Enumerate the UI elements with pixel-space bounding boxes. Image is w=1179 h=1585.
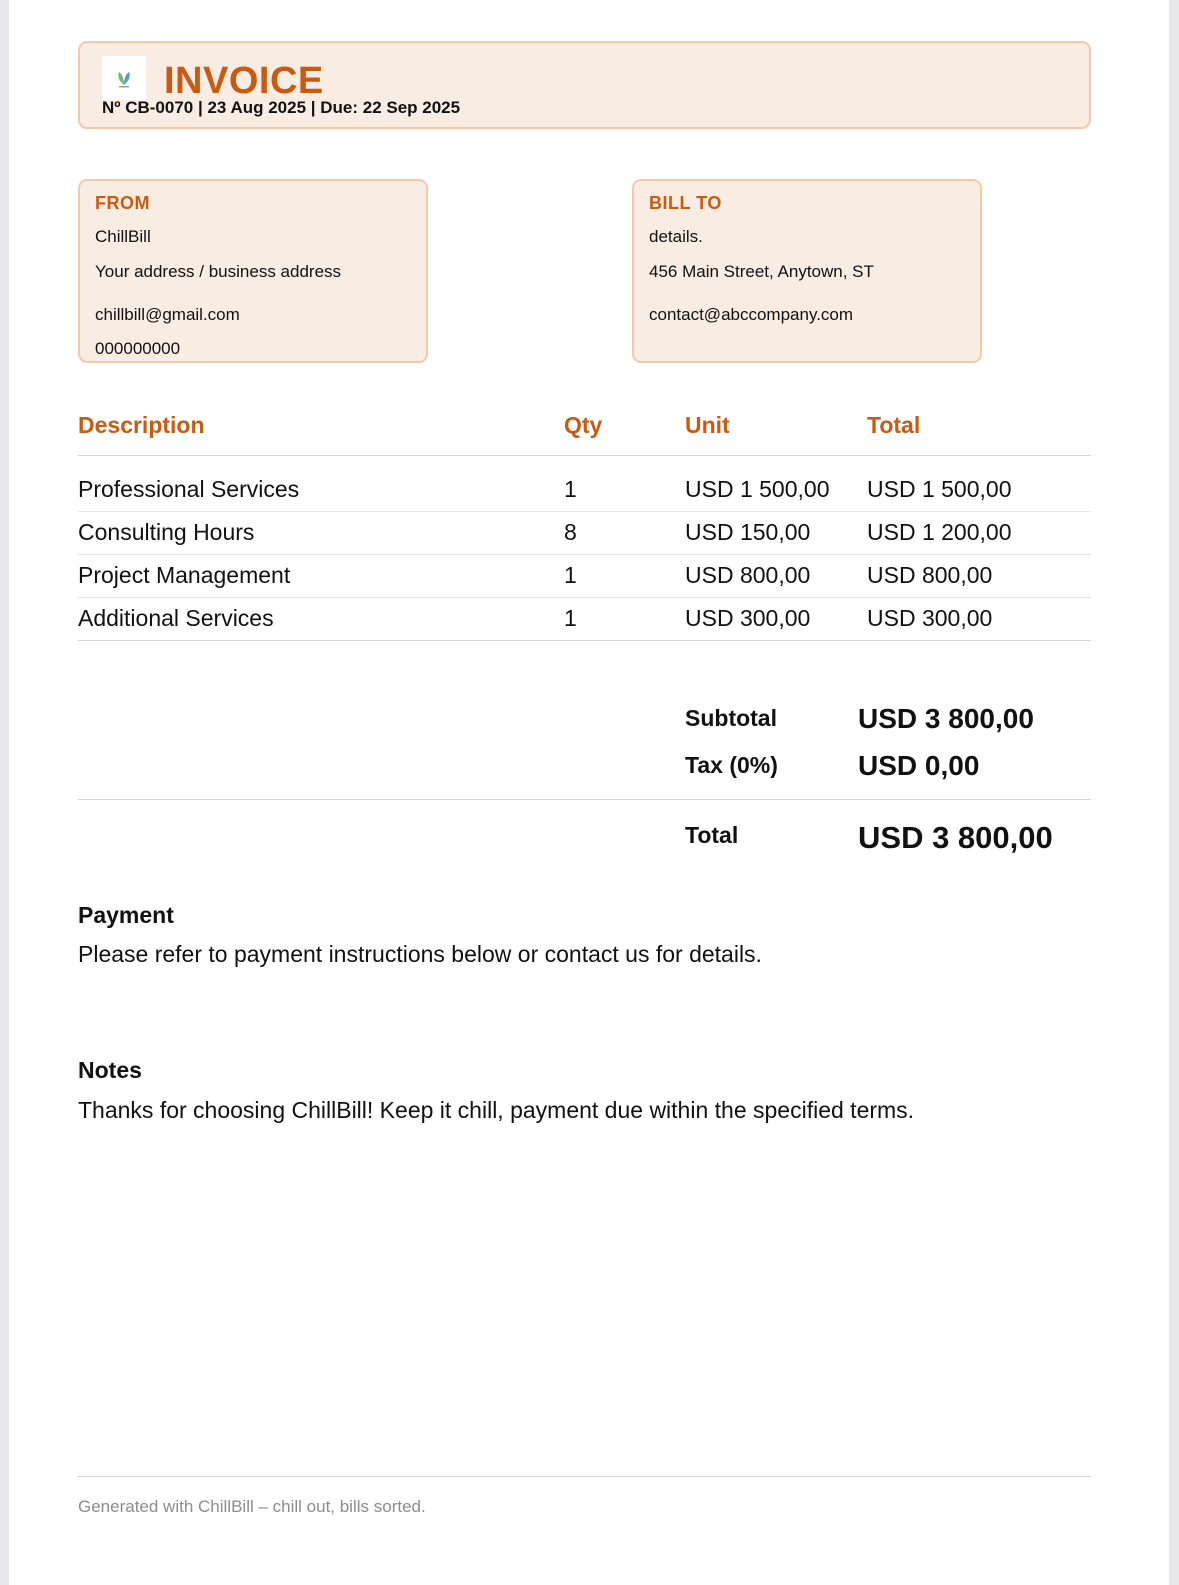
row-unit: USD 1 500,00 xyxy=(685,476,830,502)
summary-divider xyxy=(78,799,1091,800)
from-name: ChillBill xyxy=(95,227,151,246)
invoice-title: INVOICE xyxy=(164,60,324,102)
bill-to-name: details. xyxy=(649,227,703,246)
table-row xyxy=(78,555,1091,598)
row-unit: USD 300,00 xyxy=(685,605,811,631)
header-qty: Qty xyxy=(564,412,603,438)
subtotal-label: Subtotal xyxy=(685,705,777,731)
row-description: Professional Services xyxy=(78,476,300,502)
notes-title: Notes xyxy=(78,1057,142,1083)
from-address: Your address / business address xyxy=(95,262,342,281)
row-unit: USD 800,00 xyxy=(685,562,811,588)
row-qty: 8 xyxy=(564,519,577,545)
bill-to-card xyxy=(632,179,982,363)
from-card xyxy=(78,179,428,363)
row-total: USD 800,00 xyxy=(867,562,993,588)
subtotal-value: USD 3 800,00 xyxy=(858,703,1034,734)
payment-title: Payment xyxy=(78,902,174,928)
from-email: chillbill@gmail.com xyxy=(95,305,240,324)
row-total: USD 300,00 xyxy=(867,605,993,631)
row-total: USD 1 500,00 xyxy=(867,476,1012,502)
tax-label: Tax (0%) xyxy=(685,752,778,778)
tax-value: USD 0,00 xyxy=(858,750,980,781)
row-unit: USD 150,00 xyxy=(685,519,811,545)
chillbill-logo-icon xyxy=(102,56,146,100)
row-total: USD 1 200,00 xyxy=(867,519,1012,545)
row-qty: 1 xyxy=(564,605,577,631)
footer-divider xyxy=(78,1476,1091,1477)
invoice-meta: Nº CB-0070 | 23 Aug 2025 | Due: 22 Sep 2025 xyxy=(102,98,461,117)
header-total: Total xyxy=(867,412,921,438)
row-qty: 1 xyxy=(564,476,577,502)
row-qty: 1 xyxy=(564,562,577,588)
total-value: USD 3 800,00 xyxy=(858,820,1053,855)
notes-text: Thanks for choosing ChillBill! Keep it chill, payment due within the specified terms. xyxy=(78,1097,915,1123)
row-description: Consulting Hours xyxy=(78,519,255,545)
table-row xyxy=(78,598,1091,641)
invoice-header xyxy=(78,41,1091,129)
footer-text: Generated with ChillBill – chill out, bills sorted. xyxy=(78,1497,426,1516)
row-description: Project Management xyxy=(78,562,291,588)
bill-to-address: 456 Main Street, Anytown, ST xyxy=(649,262,874,281)
bill-to-email: contact@abccompany.com xyxy=(649,305,854,324)
table-row xyxy=(78,512,1091,555)
from-phone: 000000000 xyxy=(95,339,181,358)
table-row xyxy=(78,469,1091,512)
invoice-page xyxy=(9,0,1169,1585)
header-unit: Unit xyxy=(685,412,730,438)
total-label: Total xyxy=(685,822,739,848)
row-description: Additional Services xyxy=(78,605,274,631)
bill-to-heading: BILL TO xyxy=(649,193,722,213)
items-table-header xyxy=(78,410,1091,456)
payment-text: Please refer to payment instructions below or contact us for details. xyxy=(78,941,762,967)
from-heading: FROM xyxy=(95,193,150,213)
header-description: Description xyxy=(78,412,205,438)
